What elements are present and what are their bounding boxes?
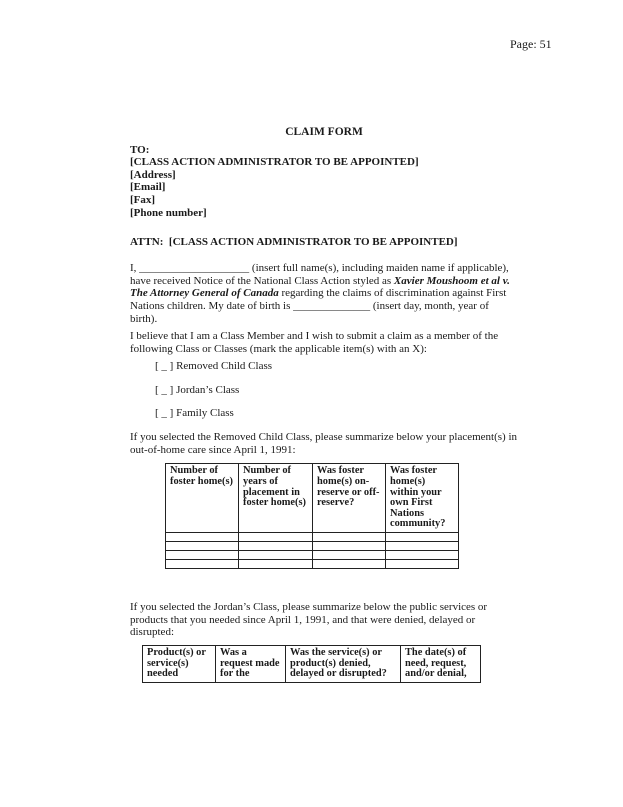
empty-cell (239, 559, 313, 568)
intro-text-2: (insert full name(s), including maiden name if applicable), have received Notice of the National Class Action styled as (130, 261, 509, 287)
header-own-first-nations-community: Was foster home(s) within your own First Nations community? (386, 464, 459, 533)
checkbox-removed-child-class: [ _ ] Removed Child Class (155, 359, 273, 372)
table-row (166, 541, 459, 550)
intro-text-1: I, (130, 261, 140, 274)
table-row (166, 550, 459, 559)
form-title: CLAIM FORM (285, 126, 363, 138)
empty-cell (386, 541, 459, 550)
date-of-birth-blank-field: ______________ (293, 300, 371, 313)
recipient-line-administrator: [CLASS ACTION ADMINISTRATOR TO BE APPOINTED] (130, 156, 419, 169)
empty-cell (313, 550, 386, 559)
checkbox-family-class: [ _ ] Family Class (155, 407, 234, 420)
empty-cell (313, 532, 386, 541)
empty-cell (313, 559, 386, 568)
empty-cell (166, 550, 239, 559)
table-header-row (143, 646, 481, 683)
table-row (166, 559, 459, 568)
case-name: Xavier Moushoom et al v. The Attorney General of Canada (130, 274, 510, 300)
recipient-line-address: [Address] (130, 168, 176, 181)
removed-child-table-intro: If you selected the Removed Child Class, please summarize below your placement(s) in out-of-home care since April 1, 1991: (130, 431, 518, 456)
header-number-of-foster-homes: Number of foster home(s) (166, 464, 239, 533)
recipient-line-phone: [Phone number] (130, 206, 207, 219)
header-was-a-request-made: Was a request made for the (216, 646, 286, 683)
empty-cell (239, 532, 313, 541)
table-row (166, 532, 459, 541)
empty-cell (166, 532, 239, 541)
empty-cell (386, 550, 459, 559)
checkbox-jordans-class: [ _ ] Jordan’s Class (155, 383, 240, 396)
jordans-table-intro: If you selected the Jordan’s Class, please summarize below the public services or products that you needed since April 1, 1991, and that were denied, delayed or disrupted: (130, 600, 488, 639)
empty-cell (166, 541, 239, 550)
header-years-of-placement: Number of years of placement in foster home(s) (239, 464, 313, 533)
removed-child-placement-table (165, 463, 459, 569)
header-product-or-service-needed: Product(s) or service(s) needed (143, 646, 216, 683)
empty-cell (386, 559, 459, 568)
full-name-blank-field: ____________________ (139, 261, 250, 274)
recipient-line-email: [Email] (130, 181, 166, 194)
header-denied-delayed-disrupted: Was the service(s) or product(s) denied, delayed or disrupted? (286, 646, 401, 683)
empty-cell (386, 532, 459, 541)
empty-cell (239, 550, 313, 559)
header-on-or-off-reserve: Was foster home(s) on-reserve or off-reserve? (313, 464, 386, 533)
table-header-row (166, 464, 459, 533)
empty-cell (313, 541, 386, 550)
header-dates-of-need-request-denial: The date(s) of need, request, and/or denial, (401, 646, 481, 683)
intro-text-4: (insert day, month, year of birth). (130, 300, 489, 325)
class-checkbox-list (155, 360, 518, 420)
jordans-class-services-table (142, 645, 481, 683)
attn-line: ATTN: [CLASS ACTION ADMINISTRATOR TO BE APPOINTED] (130, 236, 458, 249)
page-number: Page: 51 (510, 37, 552, 51)
intro-text-3: regarding the claims of discrimination against First Nations children. My date of birth is (130, 287, 507, 313)
recipient-block (130, 144, 518, 220)
empty-cell (239, 541, 313, 550)
recipient-line-fax: [Fax] (130, 194, 156, 207)
empty-cell (166, 559, 239, 568)
class-member-paragraph: I believe that I am a Class Member and I wish to submit a claim as a member of the following Class or Classes (mark the applicable item(s) with an X): (130, 330, 499, 356)
intro-paragraph (130, 262, 518, 326)
page-content (130, 126, 518, 683)
recipient-line-to: TO: (130, 143, 150, 156)
